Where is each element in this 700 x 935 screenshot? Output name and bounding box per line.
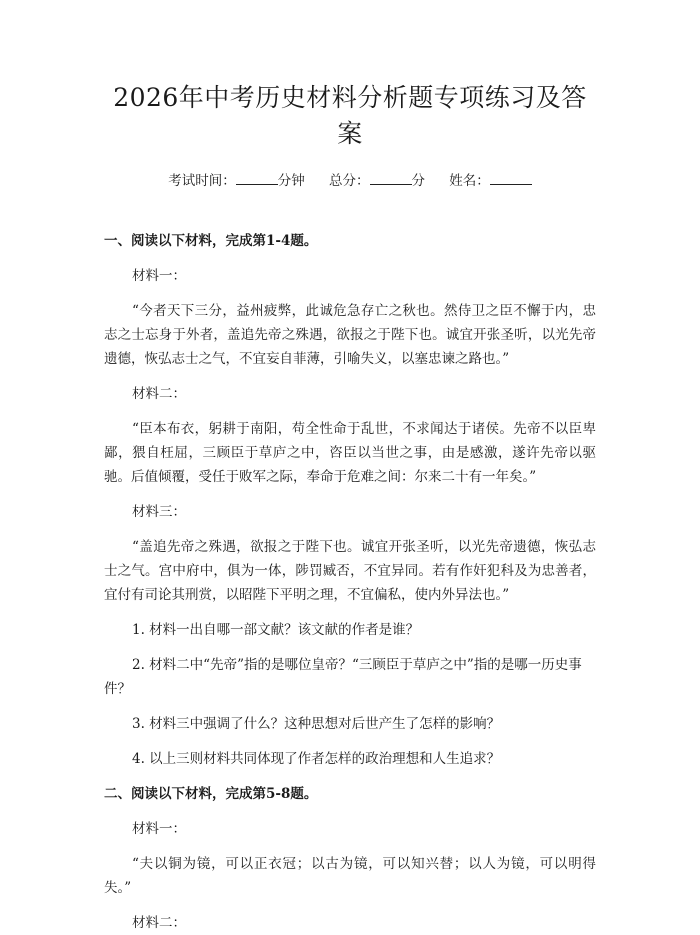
question-item: 1. 材料一出自哪一部文献？该文献的作者是谁？	[132, 622, 420, 638]
material-label: 材料二：	[132, 915, 186, 931]
material-label: 材料二：	[132, 386, 186, 402]
exam-time-unit: 分钟	[277, 173, 305, 189]
material-text: “臣本布衣，躬耕于南阳，苟全性命于乱世，不求闻达于诸侯。先帝不以臣卑鄙，猥自枉屈，三顾臣于草庐之中，咨臣以当世之事，由是感激，遂许先帝以驱驰。后值倾覆，受任于败军之际，奉命于危难之间：尔来二十有一年矣。”	[104, 421, 596, 485]
exam-time-field	[168, 170, 305, 191]
name-blank[interactable]	[490, 170, 532, 185]
question-item: 2. 材料二中“先帝”指的是哪位皇帝？“三顾臣于草庐之中”指的是哪一历史事件？	[104, 657, 582, 697]
material-label: 材料一：	[132, 821, 186, 837]
name-field	[449, 170, 532, 191]
document-content	[104, 229, 596, 935]
material-label: 材料三：	[132, 504, 186, 520]
question-item: 4. 以上三则材料共同体现了作者怎样的政治理想和人生追求？	[132, 751, 501, 767]
exam-info	[104, 170, 596, 191]
exam-time-blank[interactable]	[236, 170, 278, 185]
question-item: 3. 材料三中强调了什么？这种思想对后世产生了怎样的影响？	[132, 716, 501, 732]
section-heading: 一、阅读以下材料，完成第1-4题。	[104, 233, 318, 249]
document-title: 2026年中考历史材料分析题专项练习及答案	[113, 83, 587, 148]
section-heading: 二、阅读以下材料，完成第5-8题。	[104, 786, 318, 802]
total-score-field	[329, 170, 425, 191]
material-text: “盖追先帝之殊遇，欲报之于陛下也。诚宜开张圣听，以光先帝遗德，恢弘志士之气。宫中府中，俱为一体，陟罚臧否，不宜异同。若有作奸犯科及为忠善者，宜付有司论其刑赏，以昭陛下平明之理，不宜偏私，使内外异法也。”	[104, 539, 596, 603]
material-text: “今者天下三分，益州疲弊，此诚危急存亡之秋也。然侍卫之臣不懈于内，忠志之士忘身于外者，盖追先帝之殊遇，欲报之于陛下也。诚宜开张圣听，以光先帝遗德，恢弘志士之气，不宜妄自菲薄，引喻失义，以塞忠谏之路也。”	[104, 303, 596, 367]
material-label: 材料一：	[132, 268, 186, 284]
total-score-unit: 分	[411, 173, 425, 189]
total-score-blank[interactable]	[370, 170, 412, 185]
total-score-label: 总分：	[329, 173, 370, 189]
material-text: “夫以铜为镜，可以正衣冠；以古为镜，可以知兴替；以人为镜，可以明得失。”	[104, 856, 596, 896]
name-label: 姓名：	[449, 173, 490, 189]
exam-time-label: 考试时间：	[168, 173, 236, 189]
